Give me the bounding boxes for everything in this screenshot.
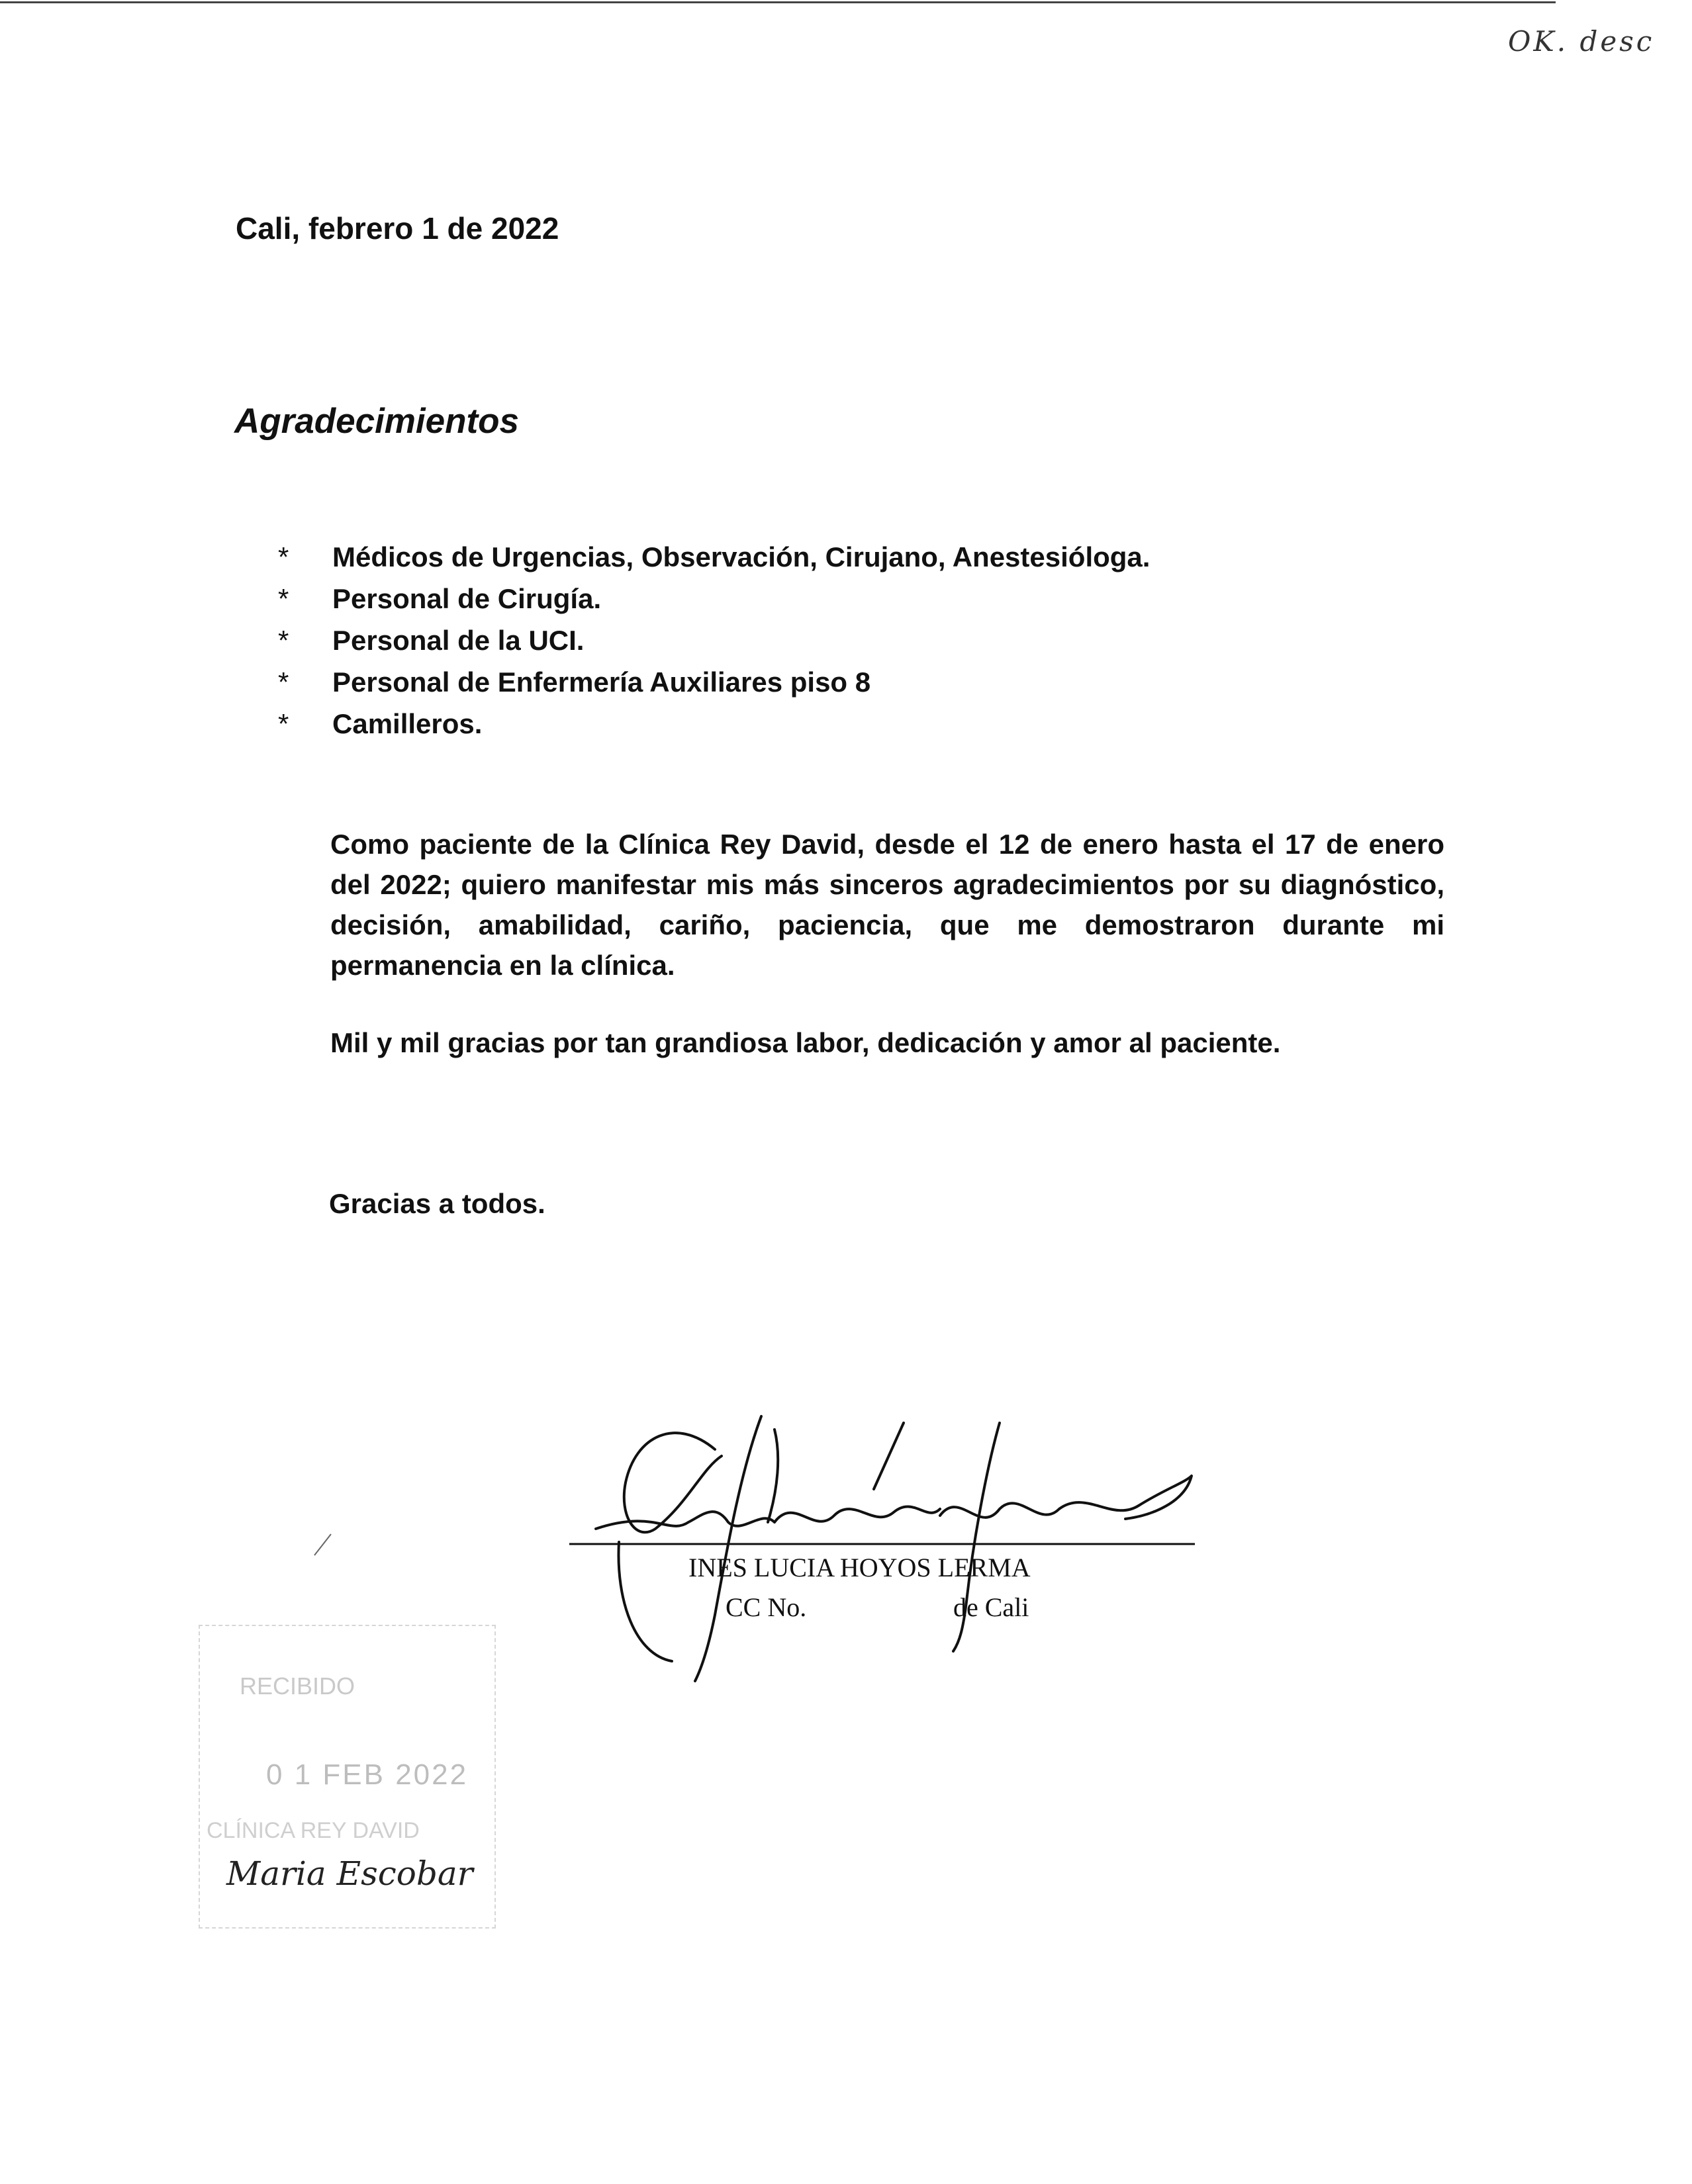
signatory-name: INES LUCIA HOYOS LERMA <box>688 1553 1031 1582</box>
thanks-list <box>278 536 1150 745</box>
bullet-asterisk: * <box>278 541 289 572</box>
list-item <box>278 536 1150 578</box>
closing-line: Gracias a todos. <box>329 1188 545 1219</box>
handwritten-note: OK. desc <box>1508 25 1655 58</box>
list-item <box>278 578 1150 619</box>
signatory-city: de Cali <box>953 1592 1029 1622</box>
body-paragraph: Como paciente de la Clínica Rey David, desde el 12 de enero hasta el 17 de enero del 2022; quiero manifestar mis más sinceros agradecimientos por su diagnóstico, decisión, amabilidad, cariño, paciencia, que me demostraron durante mi permanencia en la clínica. <box>330 829 1444 981</box>
list-item-text: Personal de Enfermería Auxiliares piso 8 <box>332 666 871 698</box>
letter-date: Cali, febrero 1 de 2022 <box>236 211 559 246</box>
bullet-asterisk: * <box>278 583 289 614</box>
list-item-text: Médicos de Urgencias, Observación, Cirujano, Anestesióloga. <box>332 541 1151 572</box>
signature-stroke <box>768 1430 778 1522</box>
receipt-stamp <box>199 1625 496 1929</box>
signature-stroke <box>624 1433 722 1532</box>
stamp-handwritten-name: Maria Escobar <box>226 1854 473 1893</box>
list-item <box>278 703 1150 745</box>
signature-stroke <box>596 1512 775 1529</box>
list-item <box>278 661 1150 703</box>
bullet-asterisk: * <box>278 666 289 698</box>
signature-stroke <box>874 1423 904 1489</box>
signature-stroke <box>775 1506 940 1522</box>
stamp-date: 0 1 FEB 2022 <box>266 1758 469 1791</box>
bullet-asterisk: * <box>278 708 289 739</box>
list-item-text: Camilleros. <box>332 708 483 739</box>
letter-heading: Agradecimientos <box>234 402 520 441</box>
signature-stroke <box>940 1476 1192 1519</box>
gratitude-line: Mil y mil gracias por tan grandiosa labor, dedicación y amor al paciente. <box>330 1027 1281 1058</box>
bullet-asterisk: * <box>278 625 289 656</box>
top-scan-edge-line <box>0 1 1556 3</box>
stamp-received-text: RECIBIDO <box>240 1672 355 1700</box>
stray-mark <box>314 1534 331 1555</box>
signatory-id-label: CC No. <box>726 1592 807 1622</box>
stamp-clinic-text: CLÍNICA REY DAVID <box>207 1818 420 1843</box>
list-item-text: Personal de la UCI. <box>332 625 585 656</box>
list-item-text: Personal de Cirugía. <box>332 583 602 614</box>
signature-stroke <box>618 1542 672 1661</box>
list-item <box>278 619 1150 661</box>
signature-stroke <box>695 1416 761 1681</box>
